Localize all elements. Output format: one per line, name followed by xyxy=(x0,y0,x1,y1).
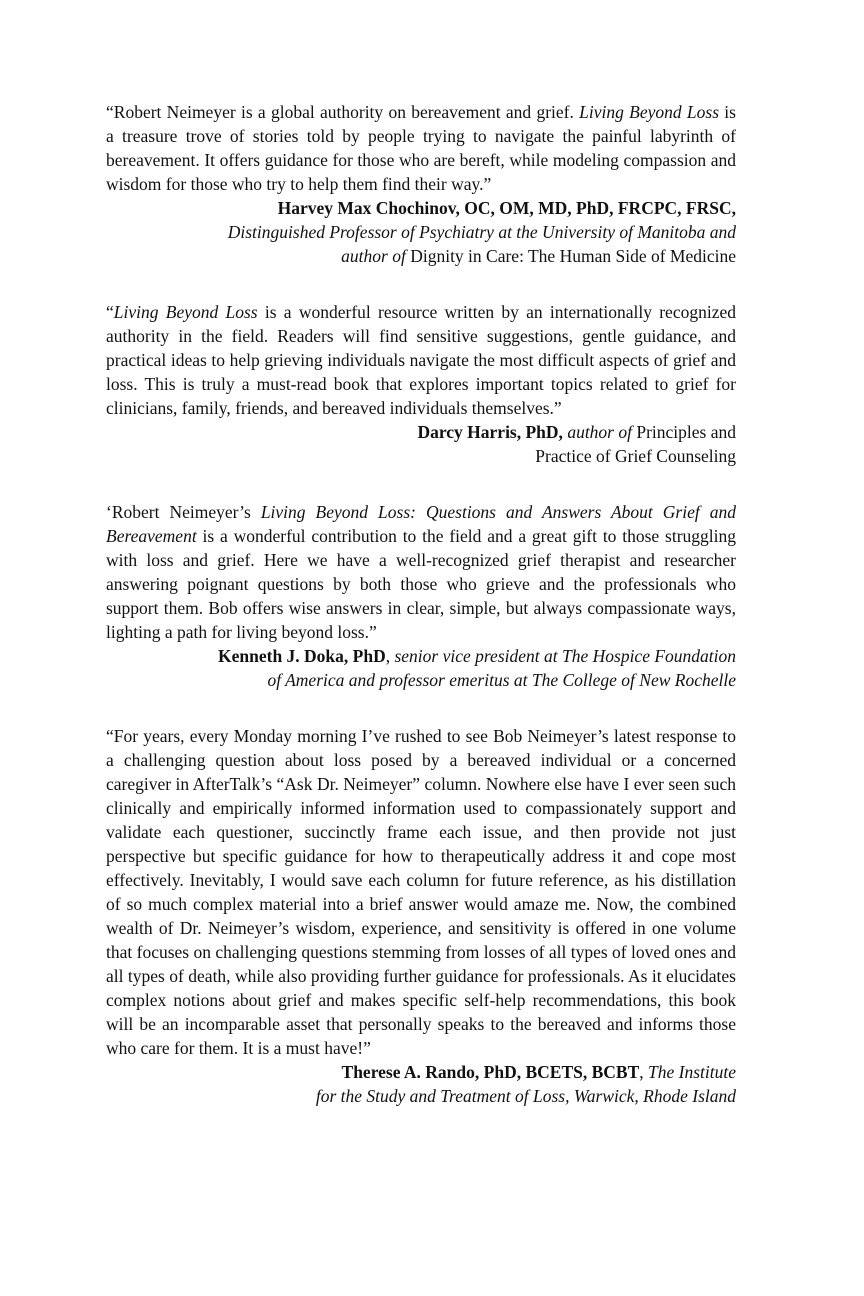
endorsement-attribution xyxy=(106,1060,736,1108)
endorsement-attribution xyxy=(106,644,736,692)
endorsement-rando xyxy=(106,724,736,1108)
endorser-credit: author of xyxy=(562,422,632,442)
endorser-name: Therese A. Rando, PhD, BCETS, BCBT xyxy=(341,1062,640,1082)
endorsement-attribution xyxy=(106,196,736,268)
book-title: Living Beyond Loss xyxy=(579,102,720,122)
endorser-credit: author of xyxy=(341,246,406,266)
quote-text: “ xyxy=(106,302,114,322)
quote-text: is a wonderful resource written by an internationally recognized authority in the field. Readers will find sensitive suggestions, gentle guidance, and practical ideas to help grieving individuals navigate the most difficult aspects of grief and loss. This is truly a must-read book that explores important topics related to grief for clinicians, family, friends, and bereaved individuals themselves.” xyxy=(106,302,736,418)
endorser-credit: senior vice president at The Hospice Foundation xyxy=(394,646,736,666)
endorser-name: Kenneth J. Doka, PhD xyxy=(218,646,386,666)
endorser-credit: for the Study and Treatment of Loss, Warwick, Rhode Island xyxy=(315,1086,736,1106)
quote-text: is a treasure trove of stories told by people trying to navigate the painful labyrinth of bereavement. It offers guidance for those who are bereft, while modeling compassion and wisdom for those who try to help them find their way.” xyxy=(106,102,736,194)
quote-text: “For years, every Monday morning I’ve rushed to see Bob Neimeyer’s latest response to a challenging question about loss posed by a bereaved individual or a concerned caregiver in AfterTalk’s “Ask Dr. Neimeyer” column. Nowhere else have I ever seen such clinically and empirically informed information used to compassionately support and validate each questioner, succinctly frame each issue, and then provide not just perspective but specific guidance for how to therapeutically address it and cope most effectively. Inevitably, I would save each column for future reference, as his distillation of so much complex material into a brief answer would amaze me. Now, the combined wealth of Dr. Neimeyer’s wisdom, experience, and sensitivity is offered in one volume that focuses on challenging questions stemming from losses of all types of loved ones and all types of death, while also providing further guidance for professionals. As it elucidates complex notions about grief and makes specific self-help recommendations, this book will be an incomparable asset that personally speaks to the bereaved and informs those who care for them. It is a must have!” xyxy=(106,726,736,1058)
quote-text: ‘Robert Neimeyer’s xyxy=(106,502,261,522)
endorsement-quote xyxy=(106,300,736,420)
quote-text: is a wonderful contribution to the field and a great gift to those struggling with loss and grief. Here we have a well-recognized grief therapist and researcher answering poignant questions by both those who grieve and the professionals who support them. Bob offers wise answers in clear, simple, but always compassionate ways, lighting a path for living beyond loss.” xyxy=(106,526,736,642)
endorser-credit: of America and professor emeritus at The College of New Rochelle xyxy=(267,670,736,690)
separator: , xyxy=(385,646,395,666)
endorser-book-title: Dignity in Care: The Human Side of Medicine xyxy=(405,246,736,266)
endorser-name: Darcy Harris, PhD, xyxy=(417,422,563,442)
endorsement-quote xyxy=(106,100,736,196)
endorsement-attribution xyxy=(106,420,736,468)
endorser-credit: The Institute xyxy=(648,1062,736,1082)
endorsement-harris xyxy=(106,300,736,468)
endorser-book-title: Practice of Grief Counseling xyxy=(535,446,736,466)
endorser-name: Harvey Max Chochinov, OC, OM, MD, PhD, FRCPC, FRSC, xyxy=(277,198,736,218)
endorser-book-title: Principles and xyxy=(631,422,736,442)
endorsement-doka xyxy=(106,500,736,692)
endorsement-chochinov xyxy=(106,100,736,268)
book-title: Living Beyond Loss: Questions and Answers About Grief and Bereavement xyxy=(106,502,736,546)
endorsement-quote xyxy=(106,724,736,1060)
endorser-credit: Distinguished Professor of Psychiatry at the University of Manitoba and xyxy=(227,222,736,242)
endorsement-quote xyxy=(106,500,736,644)
book-title: Living Beyond Loss xyxy=(113,302,258,322)
quote-text: “Robert Neimeyer is a global authority on bereavement and grief. xyxy=(106,102,580,122)
separator: , xyxy=(639,1062,649,1082)
